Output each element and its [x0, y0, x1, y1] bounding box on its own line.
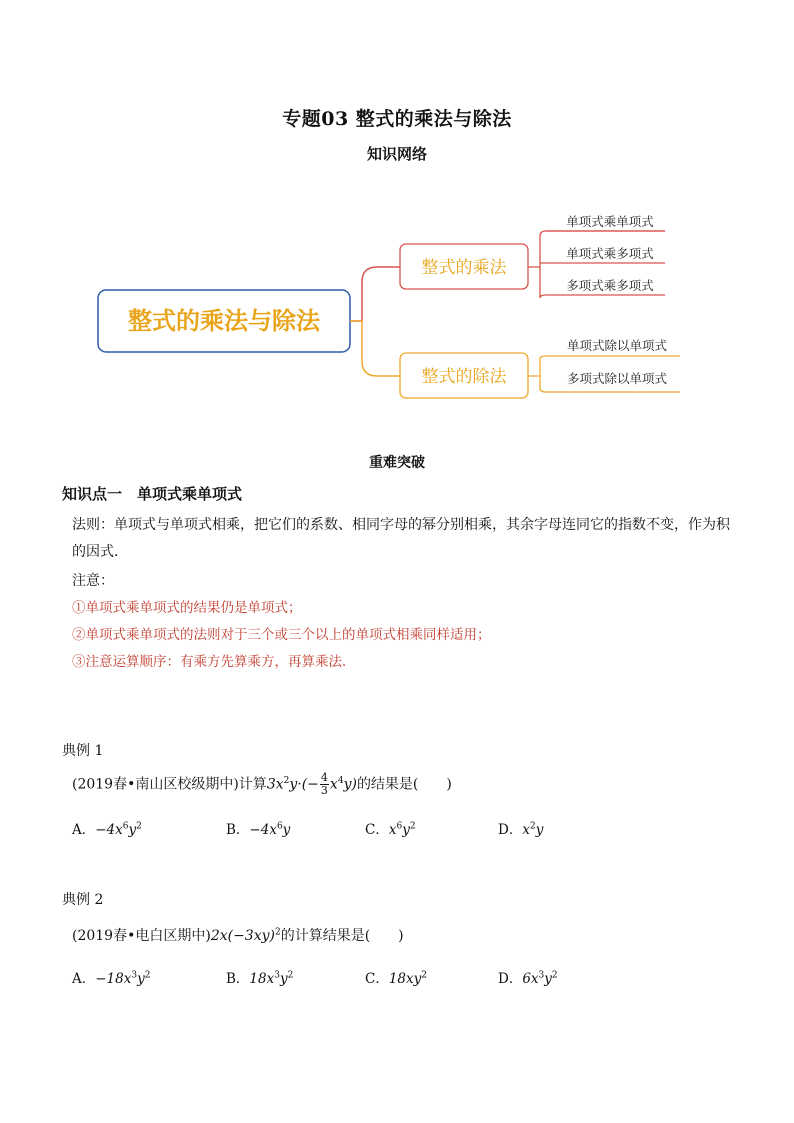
note-item-1: ①单项式乘单项式的结果仍是单项式； — [72, 600, 302, 616]
example-2-option-b[interactable] — [226, 967, 293, 987]
option-var2: y — [128, 822, 137, 838]
mindmap-leaf-mono-poly: 单项式乘多项式 — [566, 246, 654, 261]
example-2-label: 典例 2 — [62, 892, 104, 908]
example-1-expr-tail: y) — [343, 776, 357, 793]
mindmap-branch-multiply-label: 整式的乘法 — [421, 258, 507, 278]
section-subtitle-knowledge-network: 知识网络 — [366, 145, 427, 163]
mind-map — [0, 196, 794, 411]
option-coef: x — [388, 822, 397, 838]
option-exp1: 2 — [529, 821, 536, 832]
example-1-exp-b: 4 — [337, 775, 344, 786]
option-exp2: 2 — [144, 970, 151, 981]
option-exp2: 2 — [136, 821, 142, 832]
option-letter: A． — [72, 822, 96, 838]
example-1-expr-mid: y·(− — [289, 776, 319, 793]
option-letter: D． — [498, 822, 523, 838]
option-exp2: 2 — [409, 821, 416, 832]
note-item-2: ②单项式乘单项式的法则对于三个或三个以上的单项式相乘同样适用； — [72, 627, 491, 643]
mindmap-root-label: 整式的乘法与除法 — [128, 307, 320, 335]
example-2-expr-exp: 2 — [274, 927, 281, 938]
example-1-option-d[interactable] — [498, 818, 543, 838]
option-coef: 18x — [249, 971, 275, 987]
example-1-question — [72, 772, 452, 797]
example-1-exp-a: 2 — [283, 775, 290, 786]
knowledge-point-title: 知识点一 单项式乘单项式 — [62, 485, 243, 503]
mindmap-leaf-mono-div-mono: 单项式除以单项式 — [566, 338, 668, 353]
note-label: 注意： — [72, 573, 114, 589]
option-letter: C． — [365, 822, 389, 838]
option-exp2: 2 — [421, 970, 427, 981]
option-exp1: 3 — [274, 970, 280, 981]
example-2-option-d[interactable] — [498, 967, 558, 987]
option-exp2: 2 — [287, 970, 294, 981]
example-1-option-b[interactable] — [226, 818, 290, 838]
option-coef: 6x — [522, 971, 539, 987]
example-1-source: (2019春•南山区校级期中)计算 — [72, 776, 267, 793]
example-1-expr-suffix: x — [329, 776, 338, 793]
rule-text: 法则：单项式与单项式相乘，把它们的系数、相同字母的幂分别相乘，其余字母连同它的指数不变，作为积的因式． — [72, 517, 730, 560]
example-1-label: 典例 1 — [62, 743, 104, 759]
option-letter: C． — [365, 971, 389, 987]
option-exp1: 6 — [276, 821, 283, 832]
option-var2: y — [544, 971, 552, 987]
option-coef: x — [522, 822, 530, 838]
option-coef: −4x — [95, 822, 123, 838]
option-exp1: 3 — [131, 970, 138, 981]
mindmap-leaf-poly-div-mono: 多项式除以单项式 — [566, 371, 668, 386]
option-var2: y — [279, 971, 288, 987]
option-var2: y — [402, 822, 410, 838]
section-title-key-points: 重难突破 — [369, 455, 425, 471]
note-item-3: ③注意运算顺序：有乘方先算乘方，再算乘法． — [72, 654, 356, 670]
option-coef: 18xy — [388, 971, 422, 987]
example-2-expr: 2x(−3xy) — [210, 928, 275, 944]
example-1-frac-den: 3 — [320, 784, 328, 797]
example-2-source: (2019春•电白区期中) — [72, 928, 211, 944]
example-1-option-c[interactable] — [365, 818, 416, 838]
example-1-fraction — [320, 772, 329, 797]
option-letter: B． — [226, 822, 250, 838]
example-2-question — [72, 925, 404, 945]
mindmap-branch-divide-label: 整式的除法 — [421, 367, 507, 387]
option-exp1: 6 — [396, 821, 403, 832]
mindmap-leaf-poly-poly: 多项式乘多项式 — [566, 278, 654, 293]
option-coef: −4x — [249, 822, 277, 838]
option-exp1: 3 — [538, 970, 545, 981]
option-var2: y — [282, 822, 291, 838]
mindmap-connector-divide — [350, 321, 400, 376]
example-2-option-c[interactable] — [365, 967, 427, 987]
option-var2: y — [535, 822, 544, 838]
mindmap-connector-multiply — [350, 267, 400, 321]
example-1-frac-num: 4 — [320, 771, 328, 784]
example-2-option-a[interactable] — [72, 967, 150, 987]
option-letter: D． — [498, 971, 523, 987]
option-exp1: 6 — [122, 821, 129, 832]
example-1-option-a[interactable] — [72, 818, 142, 838]
option-coef: −18x — [95, 971, 132, 987]
example-1-expr-prefix: 3x — [266, 776, 284, 793]
example-2-ending: 的计算结果是( ) — [280, 928, 404, 944]
mindmap-leaf-mono-mono: 单项式乘单项式 — [566, 214, 654, 229]
option-letter: B． — [226, 971, 250, 987]
option-var2: y — [137, 971, 145, 987]
option-exp2: 2 — [551, 970, 558, 981]
page-title: 专题03 整式的乘法与除法 — [282, 108, 512, 130]
option-letter: A． — [72, 971, 96, 987]
example-1-ending: 的结果是( ) — [356, 776, 452, 793]
